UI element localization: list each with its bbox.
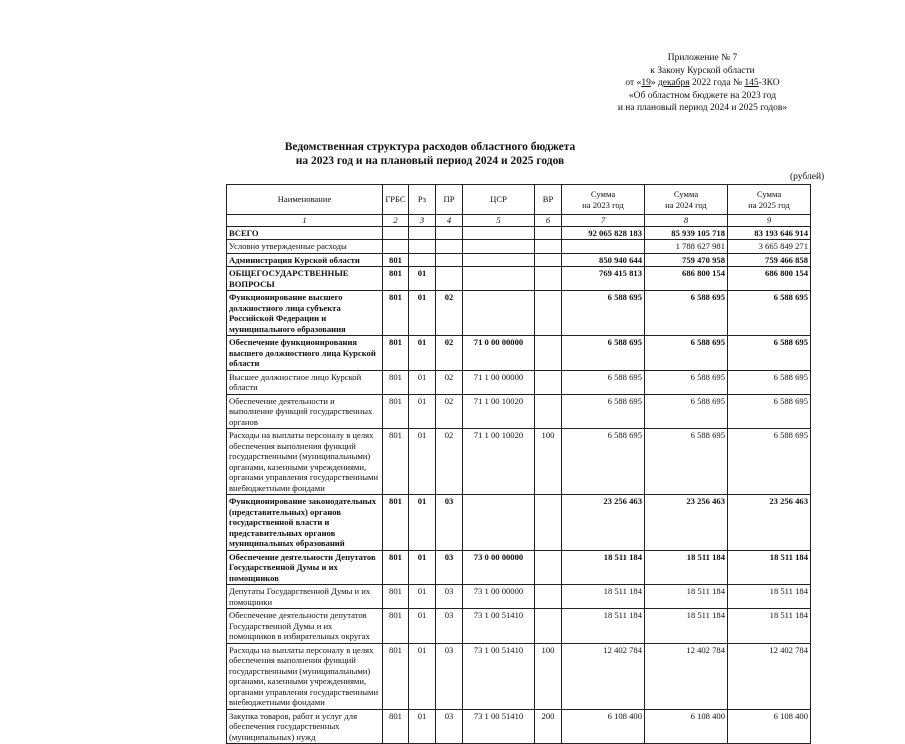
- cell-name: Закупка товаров, работ и услуг для обеспечения государственных (муниципальных) нужд: [227, 709, 383, 744]
- cell-s2024: 18 511 184: [645, 609, 728, 644]
- cell-vr: 200: [535, 709, 562, 744]
- cell-pr: [436, 267, 463, 291]
- cell-csr: [463, 267, 535, 291]
- cell-rz: 01: [409, 609, 436, 644]
- cell-csr: 73 1 00 51410: [463, 609, 535, 644]
- cell-s2025: 759 466 858: [728, 253, 811, 267]
- col-header-csr: ЦСР: [463, 185, 535, 215]
- cell-csr: 71 1 00 10020: [463, 429, 535, 495]
- cell-s2025: 6 108 400: [728, 709, 811, 744]
- cell-pr: 03: [436, 709, 463, 744]
- cell-s2025: 23 256 463: [728, 495, 811, 551]
- cell-csr: [463, 240, 535, 254]
- cell-s2025: 6 588 695: [728, 394, 811, 429]
- col-header-sum-2024: Сумма на 2024 год: [645, 185, 728, 215]
- budget-table: [226, 184, 811, 744]
- table-row: [227, 240, 811, 254]
- law-date-line: от «19» декабря 2022 года № 145-ЗКО: [625, 78, 780, 88]
- cell-pr: 03: [436, 643, 463, 709]
- col-header-vr: ВР: [535, 185, 562, 215]
- cell-grbs: 801: [383, 585, 409, 609]
- cell-csr: 71 0 00 00000: [463, 336, 535, 371]
- cell-grbs: 801: [383, 267, 409, 291]
- table-row: [227, 370, 811, 394]
- table-row: [227, 550, 811, 585]
- cell-rz: 01: [409, 585, 436, 609]
- col-header-pr: ПР: [436, 185, 463, 215]
- cell-grbs: 801: [383, 643, 409, 709]
- cell-pr: [436, 240, 463, 254]
- cell-s2025: 12 402 784: [728, 643, 811, 709]
- cell-csr: 71 1 00 00000: [463, 370, 535, 394]
- cell-grbs: 801: [383, 394, 409, 429]
- cell-s2023: 12 402 784: [562, 643, 645, 709]
- cell-csr: [463, 253, 535, 267]
- cell-grbs: [383, 226, 409, 240]
- table-row: [227, 226, 811, 240]
- cell-s2024: 18 511 184: [645, 550, 728, 585]
- cell-rz: 01: [409, 291, 436, 336]
- cell-rz: 01: [409, 267, 436, 291]
- cell-s2024: 6 588 695: [645, 336, 728, 371]
- cell-s2023: 18 511 184: [562, 550, 645, 585]
- table-row: [227, 585, 811, 609]
- cell-rz: [409, 253, 436, 267]
- cell-vr: 100: [535, 429, 562, 495]
- cell-pr: 03: [436, 550, 463, 585]
- cell-s2025: 6 588 695: [728, 291, 811, 336]
- col-header-grbs: ГРБС: [383, 185, 409, 215]
- column-number-row: 1 2 3 4 5 6 7 8 9: [227, 215, 811, 227]
- col-header-sum-2023: Сумма на 2023 год: [562, 185, 645, 215]
- cell-grbs: 801: [383, 495, 409, 551]
- cell-vr: [535, 495, 562, 551]
- cell-s2023: 6 108 400: [562, 709, 645, 744]
- cell-vr: [535, 291, 562, 336]
- cell-s2023: 23 256 463: [562, 495, 645, 551]
- cell-vr: 100: [535, 643, 562, 709]
- cell-name: Обеспечение деятельности Депутатов Государственной Думы и их помощников: [227, 550, 383, 585]
- cell-s2025: 83 193 646 914: [728, 226, 811, 240]
- cell-s2023: 92 065 828 183: [562, 226, 645, 240]
- cell-pr: 02: [436, 291, 463, 336]
- cell-grbs: 801: [383, 370, 409, 394]
- cell-name: Обеспечение функционирования высшего должностного лица Курской области: [227, 336, 383, 371]
- cell-vr: [535, 336, 562, 371]
- cell-s2024: 6 588 695: [645, 370, 728, 394]
- cell-s2023: 6 588 695: [562, 429, 645, 495]
- cell-name: ВСЕГО: [227, 226, 383, 240]
- cell-vr: [535, 585, 562, 609]
- cell-s2023: 6 588 695: [562, 291, 645, 336]
- cell-s2024: 12 402 784: [645, 643, 728, 709]
- cell-vr: [535, 226, 562, 240]
- cell-grbs: 801: [383, 336, 409, 371]
- cell-vr: [535, 370, 562, 394]
- cell-rz: 01: [409, 550, 436, 585]
- units-label: (рублей): [790, 172, 825, 182]
- cell-s2023: 769 415 813: [562, 267, 645, 291]
- cell-pr: 03: [436, 495, 463, 551]
- cell-s2024: 6 588 695: [645, 394, 728, 429]
- cell-name: Функционирование законодательных (представительных) органов государственной власти и представительных органов муниципальных образований: [227, 495, 383, 551]
- cell-csr: 73 1 00 00000: [463, 585, 535, 609]
- cell-s2023: 6 588 695: [562, 370, 645, 394]
- law-reference: к Закону Курской области: [650, 65, 755, 76]
- cell-rz: 01: [409, 643, 436, 709]
- cell-s2025: 686 800 154: [728, 267, 811, 291]
- cell-pr: 02: [436, 370, 463, 394]
- cell-grbs: 801: [383, 253, 409, 267]
- cell-s2024: 759 470 958: [645, 253, 728, 267]
- table-row: [227, 253, 811, 267]
- document-title: Ведомственная структура расходов областного бюджета на 2023 год и на плановый период 2024 и 2025 годов: [284, 141, 576, 167]
- cell-s2023: 6 588 695: [562, 394, 645, 429]
- cell-s2023: 850 940 644: [562, 253, 645, 267]
- col-header-name: Наименование: [227, 185, 383, 215]
- cell-csr: [463, 291, 535, 336]
- cell-pr: 02: [436, 336, 463, 371]
- cell-s2025: 18 511 184: [728, 550, 811, 585]
- cell-s2025: 18 511 184: [728, 585, 811, 609]
- cell-s2025: 6 588 695: [728, 370, 811, 394]
- cell-rz: [409, 240, 436, 254]
- table-row: [227, 394, 811, 429]
- law-title-line2: и на плановый период 2024 и 2025 годов»: [617, 103, 788, 113]
- cell-rz: 01: [409, 429, 436, 495]
- cell-csr: 71 1 00 10020: [463, 394, 535, 429]
- law-title-line1: «Об областном бюджете на 2023 год: [628, 90, 777, 101]
- table-row: [227, 429, 811, 495]
- cell-grbs: 801: [383, 709, 409, 744]
- table-row: [227, 495, 811, 551]
- cell-s2024: 85 939 105 718: [645, 226, 728, 240]
- cell-s2024: 6 588 695: [645, 291, 728, 336]
- table-header-row: [227, 185, 811, 215]
- cell-rz: 01: [409, 495, 436, 551]
- cell-s2023: 18 511 184: [562, 585, 645, 609]
- cell-name: Депутаты Государственной Думы и их помощники: [227, 585, 383, 609]
- cell-name: ОБЩЕГОСУДАРСТВЕННЫЕ ВОПРОСЫ: [227, 267, 383, 291]
- table-row: [227, 643, 811, 709]
- cell-pr: [436, 226, 463, 240]
- table-row: [227, 709, 811, 744]
- cell-vr: [535, 550, 562, 585]
- cell-grbs: 801: [383, 609, 409, 644]
- cell-csr: 73 1 00 51410: [463, 709, 535, 744]
- appendix-header: [600, 52, 805, 115]
- cell-s2024: 1 788 627 981: [645, 240, 728, 254]
- cell-csr: 73 0 00 00000: [463, 550, 535, 585]
- cell-csr: [463, 226, 535, 240]
- cell-s2024: 6 588 695: [645, 429, 728, 495]
- cell-rz: 01: [409, 709, 436, 744]
- cell-vr: [535, 609, 562, 644]
- cell-s2024: 686 800 154: [645, 267, 728, 291]
- table-row: [227, 291, 811, 336]
- cell-s2025: 18 511 184: [728, 609, 811, 644]
- cell-name: Обеспечение деятельности и выполнение функций государственных органов: [227, 394, 383, 429]
- table-row: [227, 267, 811, 291]
- cell-name: Функционирование высшего должностного лица субъекта Российской Федерации и муниципального образования: [227, 291, 383, 336]
- cell-s2024: 18 511 184: [645, 585, 728, 609]
- cell-s2023: 6 588 695: [562, 336, 645, 371]
- cell-pr: [436, 253, 463, 267]
- cell-s2025: 3 665 849 271: [728, 240, 811, 254]
- cell-pr: 02: [436, 429, 463, 495]
- cell-name: Обеспечение деятельности депутатов Государственной Думы и их помощников в избирательных округах: [227, 609, 383, 644]
- cell-s2023: [562, 240, 645, 254]
- cell-s2023: 18 511 184: [562, 609, 645, 644]
- cell-name: Расходы на выплаты персоналу в целях обеспечения выполнения функций государственными (муниципальными) органами, казенными учреждениями, органами управления государственными внебюджетными фондами: [227, 429, 383, 495]
- cell-rz: 01: [409, 370, 436, 394]
- cell-csr: 73 1 00 51410: [463, 643, 535, 709]
- cell-name: Администрация Курской области: [227, 253, 383, 267]
- appendix-number: Приложение № 7: [667, 53, 738, 63]
- cell-pr: 03: [436, 585, 463, 609]
- cell-pr: 02: [436, 394, 463, 429]
- cell-name: Высшее должностное лицо Курской области: [227, 370, 383, 394]
- cell-rz: [409, 226, 436, 240]
- cell-vr: [535, 267, 562, 291]
- cell-grbs: 801: [383, 291, 409, 336]
- cell-vr: [535, 240, 562, 254]
- col-header-rz: Рз: [409, 185, 436, 215]
- col-header-sum-2025: Сумма на 2025 год: [728, 185, 811, 215]
- cell-csr: [463, 495, 535, 551]
- cell-grbs: 801: [383, 550, 409, 585]
- cell-vr: [535, 253, 562, 267]
- cell-s2024: 23 256 463: [645, 495, 728, 551]
- cell-name: Расходы на выплаты персоналу в целях обеспечения выполнения функций государственными (муниципальными) органами, казенными учреждениями, органами управления государственными внебюджетными фондами: [227, 643, 383, 709]
- cell-s2024: 6 108 400: [645, 709, 728, 744]
- cell-pr: 03: [436, 609, 463, 644]
- table-row: [227, 609, 811, 644]
- cell-vr: [535, 394, 562, 429]
- table-row: [227, 336, 811, 371]
- cell-s2025: 6 588 695: [728, 336, 811, 371]
- cell-s2025: 6 588 695: [728, 429, 811, 495]
- cell-name: Условно утвержденные расходы: [227, 240, 383, 254]
- cell-rz: 01: [409, 394, 436, 429]
- cell-grbs: [383, 240, 409, 254]
- cell-grbs: 801: [383, 429, 409, 495]
- cell-rz: 01: [409, 336, 436, 371]
